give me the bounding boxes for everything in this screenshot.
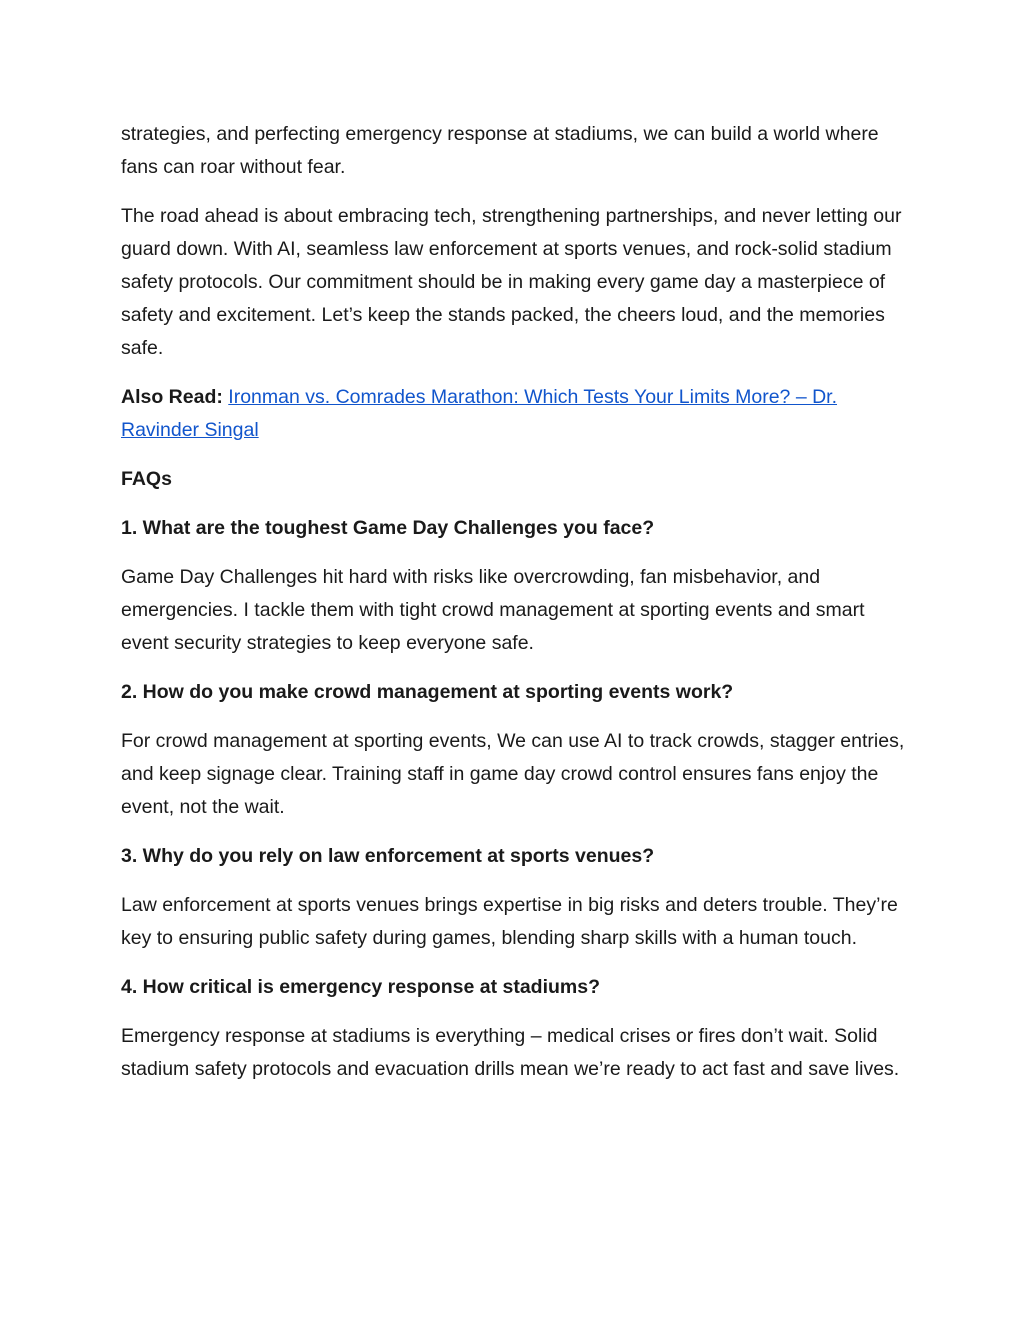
intro-paragraph-2: The road ahead is about embracing tech, strengthening partnerships, and never letting our guard down. With AI, seamless law enforcement at sports venues, and rock-solid stadium safety protocols. Our commitment should be in making every game day a masterpiece of safety and excitement. Let’s keep the stands packed, the cheers loud, and the memories safe. (121, 205, 902, 359)
document-page (121, 118, 911, 1102)
also-read-link[interactable]: Ironman vs. Comrades Marathon: Which Tests Your Limits More? – Dr. Ravinder Singal (121, 386, 837, 441)
faqs-heading: FAQs (121, 468, 172, 490)
also-read-line (121, 381, 911, 447)
intro-paragraph-1: strategies, and perfecting emergency response at stadiums, we can build a world where fans can roar without fear. (121, 123, 879, 178)
also-read-label: Also Read: (121, 386, 223, 408)
faq-question-2: 2. How do you make crowd management at sporting events work? (121, 681, 734, 703)
faq-answer-2: For crowd management at sporting events, We can use AI to track crowds, stagger entries, and keep signage clear. Training staff in game day crowd control ensures fans enjoy the event, not the wait. (121, 730, 905, 818)
faq-question-3: 3. Why do you rely on law enforcement at sports venues? (121, 845, 655, 867)
faq-answer-1: Game Day Challenges hit hard with risks like overcrowding, fan misbehavior, and emergencies. I tackle them with tight crowd management at sporting events and smart event security strategies to keep everyone safe. (121, 566, 865, 654)
faq-answer-4: Emergency response at stadiums is everything – medical crises or fires don’t wait. Solid stadium safety protocols and evacuation drills mean we’re ready to act fast and save lives. (121, 1025, 900, 1080)
faq-question-1: 1. What are the toughest Game Day Challenges you face? (121, 517, 655, 539)
faq-question-4: 4. How critical is emergency response at stadiums? (121, 976, 601, 998)
faq-answer-3: Law enforcement at sports venues brings expertise in big risks and deters trouble. They’re key to ensuring public safety during games, blending sharp skills with a human touch. (121, 894, 898, 949)
